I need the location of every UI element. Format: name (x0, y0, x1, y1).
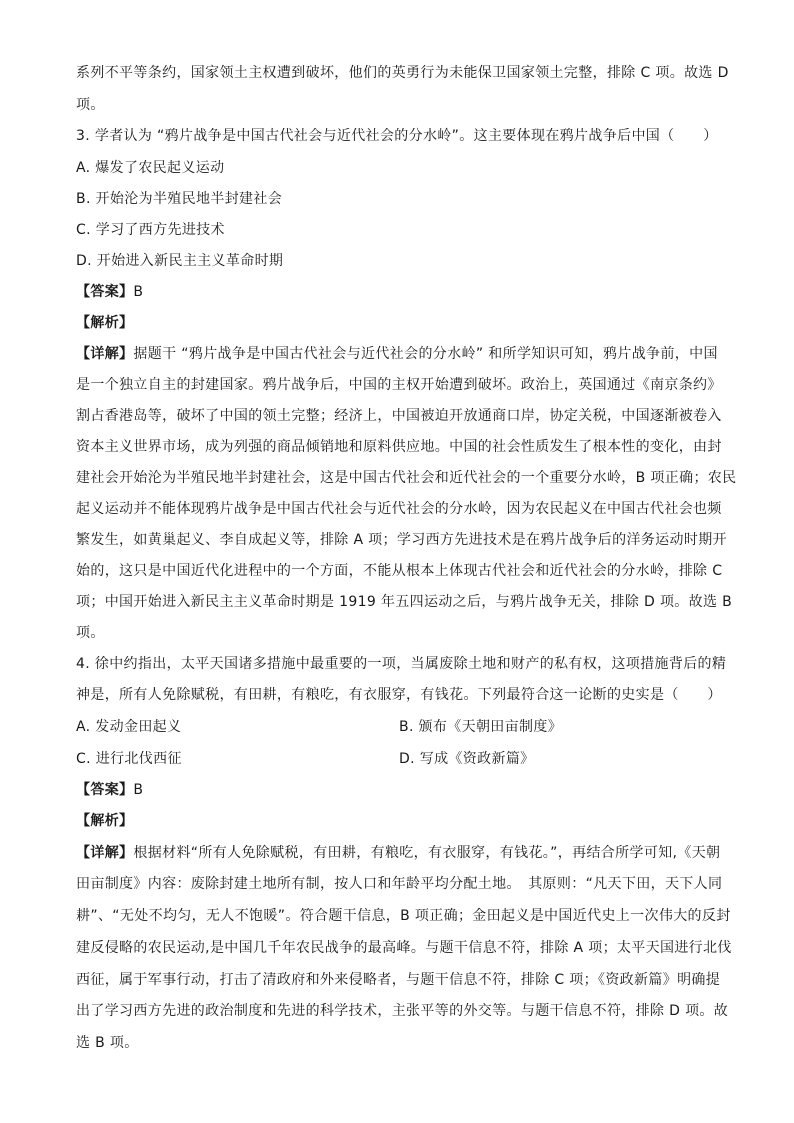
question-3-analysis-tag (76, 313, 133, 333)
answer-tag: 【答案】 (76, 782, 134, 798)
question-3-detail-line: 起义运动并不能体现鸦片战争是中国古代社会与近代社会的分水岭，因为农民起义在中国古代社会也频 (76, 501, 722, 517)
analysis-tag: 【解析】 (76, 315, 134, 331)
question-4-stem-line-2: 神是，所有人免除赋税，有田耕，有粮吃，有衣服穿，有钱花。下列最符合这一论断的史实是（ ） (76, 687, 722, 703)
intro-line-1: 系列不平等条约，国家领土主权遭到破坏，他们的英勇行为未能保卫国家领土完整，排除 C 项。故选 D (76, 65, 729, 81)
question-4-analysis-tag (76, 811, 133, 831)
question-3-detail-line: 是一个独立自主的封建国家。鸦片战争后，中国的主权开始遭到破坏。政治上，英国通过《南京条约》 (76, 377, 722, 393)
question-4-detail-line: 出了学习西方先进的政治制度和先进的科学技术，主张平等的外交等。与题干信息不符，排除 D 项。故 (76, 1003, 729, 1019)
question-3-option-a: A. 爆发了农民起义运动 (76, 160, 225, 176)
question-4-option-a: A. 发动金田起义 (76, 719, 182, 735)
question-3-detail-line: 项。 (76, 625, 105, 641)
answer-value: B (133, 284, 144, 300)
question-4-answer (76, 780, 143, 800)
detail-text: 据题干 “鸦片战争是中国古代社会与近代社会的分水岭” 和所学知识可知，鸦片战争前，中国 (133, 346, 718, 362)
answer-tag: 【答案】 (76, 284, 134, 300)
question-4-detail-line: 建反侵略的农民运动,是中国几千年农民战争的最高峰。与题干信息不符，排除 A 项；太平天国进行北伐 (76, 940, 732, 956)
question-3-detail-line: 建社会开始沦为半殖民地半封建社会，这是中国古代社会和近代社会的一个重要分水岭，B 项正确；农民 (76, 470, 737, 486)
question-3-detail-line (76, 344, 718, 364)
question-3-detail-line: 繁发生，如黄巢起义、李自成起义等，排除 A 项；学习西方先进技术是在鸦片战争后的洋务运动时期开 (76, 532, 727, 548)
question-4-option-d: D. 写成《资政新篇》 (399, 751, 535, 767)
intro-line-2: 项。 (76, 97, 105, 113)
question-4-detail-line: 选 B 项。 (76, 1035, 139, 1051)
detail-tag: 【详解】 (76, 346, 134, 362)
answer-value: B (133, 782, 144, 798)
question-3-detail-line: 项；中国开始进入新民主主义革命时期是 1919 年五四运动之后，与鸦片战争无关，排除 D 项。故选 B (76, 594, 733, 610)
question-3-detail-line: 始的，这只是中国近代化进程中的一个方面，不能从根本上体现古代社会和近代社会的分水岭，排除 C (76, 563, 723, 579)
analysis-tag: 【解析】 (76, 813, 134, 829)
question-3-detail-line: 割占香港岛等，破坏了中国的领土完整；经济上，中国被迫开放通商口岸，协定关税，中国逐渐被卷入 (76, 408, 722, 424)
question-3-option-b: B. 开始沦为半殖民地半封建社会 (76, 191, 283, 207)
question-4-detail-line: 田亩制度》内容：废除封建土地所有制，按人口和年龄平均分配土地。 其原则：“凡天下田，天下人同 (76, 876, 723, 892)
detail-text: 根据材料“所有人免除赋税，有田耕，有粮吃，有衣服穿，有钱花。”，再结合所学可知,《天朝 (133, 845, 721, 861)
question-3-detail-line: 资本主义世界市场，成为列强的商品倾销地和原料供应地。中国的社会性质发生了根本性的变化，由封 (76, 439, 722, 455)
question-3-stem: 3. 学者认为 “鸦片战争是中国古代社会与近代社会的分水岭”。这主要体现在鸦片战争后中国（ ） (76, 128, 718, 144)
question-4-option-b: B. 颁布《天朝田亩制度》 (399, 719, 563, 735)
question-3-answer (76, 282, 143, 302)
question-3-option-d: D. 开始进入新民主主义革命时期 (76, 253, 284, 269)
question-4-option-c: C. 进行北伐西征 (76, 751, 182, 767)
question-4-stem-line-1: 4. 徐中约指出，太平天国诸多措施中最重要的一项，当属废除土地和财产的私有权，这项措施背后的精 (76, 656, 727, 672)
detail-tag: 【详解】 (76, 845, 134, 861)
question-4-detail-line: 西征，属于军事行动，打击了清政府和外来侵略者，与题干信息不符，排除 C 项；《资政新篇》明确提 (76, 972, 721, 988)
question-4-detail-line (76, 843, 720, 863)
question-4-detail-line: 耕”、“无处不均匀，无人不饱暖”。符合题干信息，B 项正确；金田起义是中国近代史上一次伟大的反封 (76, 908, 731, 924)
question-3-option-c: C. 学习了西方先进技术 (76, 222, 225, 238)
